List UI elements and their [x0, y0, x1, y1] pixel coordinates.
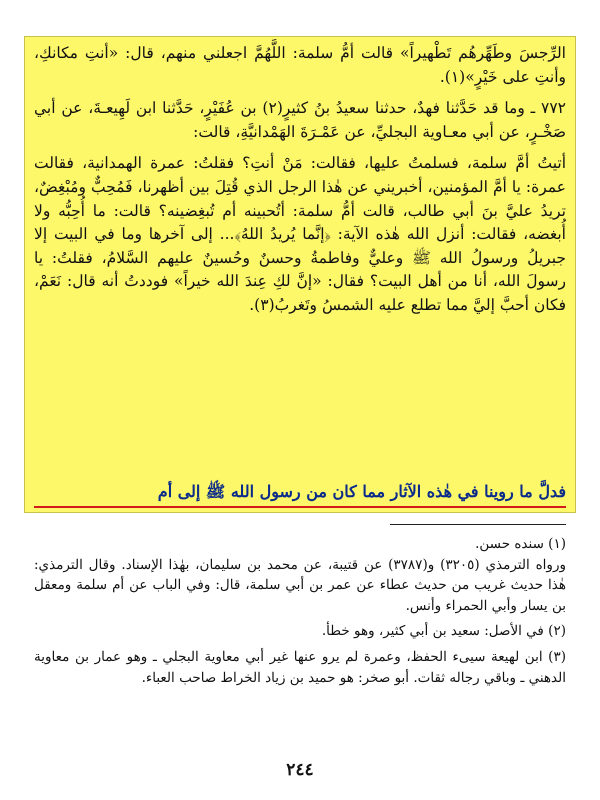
footnote-divider [390, 524, 566, 525]
red-underline [34, 506, 566, 508]
paragraph-intro: الرِّجسَ وطَهِّرهُم تَطْهيراً» قالت أمُّ سلمة: اللَّهُمَّ اجعلني منهم، قال: «أنتِ مكانكِ، وأنتِ على خَيْرٍ»(١). [34, 44, 566, 86]
main-text [34, 42, 566, 318]
paragraph-hadith-772-matn: أتيتُ أمَّ سلمة، فسلمتُ عليها، فقالت: مَنْ أنتِ؟ فقلتُ: عمرة الهمدانية، فقالت عمرة: يا أمَّ المؤمنين، أخبريني عن هٰذا الرجل الذي قُتِلَ بين أظهرنا، فَمُحِبٌّ ومُبْغِضٌ، تريدُ عليَّ بنَ أبي طالب، قالت أمُّ سلمة: أتُحبينه أم تُبغِضينه؟ قالت: ما أُحِبُّه ولا أُبغضه، فقالت: أنزل الله هٰذه الآية: ﴿إنَّما يُريدُ اللهُ﴾... إلى آخرها وما في البيت إلا جبريلُ ورسولُ الله ﷺ وعليٌّ وفاطمةُ وحسنٌ وحُسينٌ عليهم السَّلامُ، فقلتُ: يا رسولَ الله، أنا من أهل البيت؟ فقال: «إنَّ لكِ عِندَ الله خيراً» فوددتُ أنه قال: نَعَمْ، فكان أحبَّ إليَّ مما تطلع عليه الشمسُ وتَغربُ(٣). [34, 154, 566, 314]
paragraph-hadith-772-isnad: ٧٧٢ ـ وما قد حَدَّثنا فهدٌ، حدثنا سعيدُ بنُ كثيرٍ(٢) بن عُفَيْرٍ، حَدَّثنا ابن لَهِيعـةَ، عن أبي صَخْـرٍ، عن أبي معـاوية البجليِّ، عن عَمْـرَةَ الهَمْدانيَّةِ، قالت: [34, 99, 566, 141]
footnote-1: (١) سنده حسن. [475, 536, 566, 552]
footnotes [34, 534, 566, 688]
page-number: ٢٤٤ [286, 760, 314, 780]
footnote-2: (٢) في الأصل: سعيد بن أبي كثير، وهو خطأ. [321, 623, 566, 640]
footnote-3: (٣) ابن لهيعة سيىء الحفظ، وعمرة لم يرو عنها غير أبي معاوية البجلي ـ وهو عمار بن معاوية الدهني ـ وباقي رجاله ثقات. أبو صخر: هو حميد بن زياد الخراط صاحب العباء. [34, 648, 566, 686]
footnote-1-detail: ورواه الترمذي (٣٢٠٥) و(٣٧٨٧) عن قتيبة، عن محمد بن سليمان، بهٰذا الإسناد. وقال الترمذي: هٰذا حديث غريب من حديث عطاء عن عمر بن أبي سلمة، قال: وفي الباب عن أم سلمة ومعقل بن يسار وأبي الحمراء وأنس. [34, 556, 566, 614]
conclusion-line: فدلَّ ما روينا في هٰذه الآثار مما كان من رسول الله ﷺ إلى أم [157, 482, 566, 501]
